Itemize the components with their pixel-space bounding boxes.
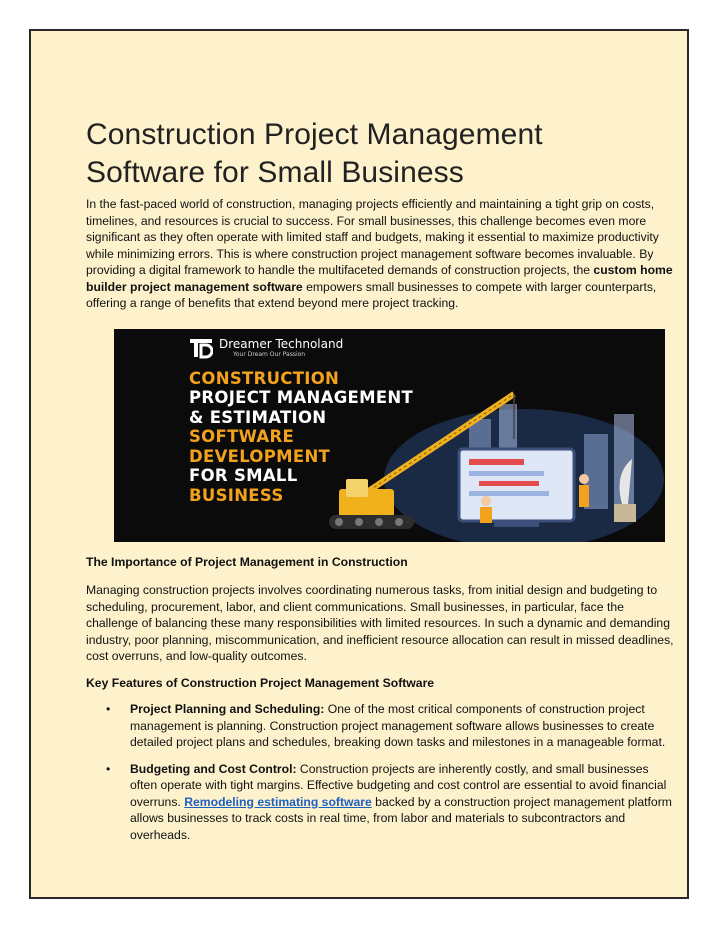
bullet-text: Construction projects are inherently costly, and small businesses often operate with tight margins. Effective budgeting and cost control are essential to avoid financial overruns. [130,761,667,809]
section-heading-key-features: Key Features of Construction Project Management Software [86,675,435,690]
title-line-1: Construction Project Management [86,118,543,151]
document-content [86,116,676,853]
banner-image [114,329,665,542]
intro-paragraph [86,196,676,312]
banner-line-2: PROJECT MANAGEMENT [189,388,414,407]
banner-line-5: DEVELOPMENT [189,446,331,466]
bullet-icon: • [106,702,111,716]
bullet-text-cont: backed by a construction project management platform allows businesses to track costs in real time, from labor and materials to subcontractors and overheads. [130,794,672,842]
bullet-text: One of the most critical components of construction project management is planning. Construction project management software allows businesses to create detailed project plans and schedules, breaking down tasks and milestones in a manageable format. [130,702,666,749]
banner-line-3: & ESTIMATION [189,407,327,427]
list-item [86,701,676,751]
bullet-title: Budgeting and Cost Control: [130,761,297,776]
banner-line-1: CONSTRUCTION [189,368,340,388]
banner-headline [189,369,413,506]
dreamer-technoland-logo-icon [189,337,213,359]
brand-name: Dreamer Technoland [219,336,344,351]
list-item [86,761,676,844]
bullet-icon: • [106,761,111,776]
intro-bold-text: custom home builder project management software [86,263,673,294]
remodeling-estimating-software-link[interactable]: Remodeling estimating software [184,794,372,809]
brand-logo [189,337,343,359]
bullet-title: Project Planning and Scheduling: [130,702,325,716]
section-paragraph-importance: Managing construction projects involves coordinating numerous tasks, from initial design and budgeting to scheduling, procurement, labor, and client communications. Small businesses, in particular, face the challenge of balancing these many responsibilities with limited resources. In such a dynamic and demanding industry, poor planning, miscommunication, and inefficient resource allocation can result in missed deadlines, cost overruns, and low-quality outcomes. [86,583,674,663]
intro-text-2: empowers small businesses to compete with larger counterparts, offering a range of benefits that extend beyond mere project tracking. [86,279,657,310]
key-features-list [86,701,676,843]
banner-line-6: FOR SMALL [189,466,298,485]
brand-tagline: Your Dream Our Passion [233,350,306,358]
banner-line-7: BUSINESS [189,485,284,505]
banner-line-4: SOFTWARE [189,427,295,446]
section-heading-importance: The Importance of Project Management in Construction [86,554,408,569]
document-title [86,116,676,192]
intro-text-1: In the fast-paced world of construction, managing projects efficiently and maintaining a tight grip on costs, timelines, and resources is crucial to success. For small businesses, this challenge becomes even more significant as they often operate with limited staff and budgets, making it essential to maximize productivity while minimizing errors. This is where construction project management software becomes invaluable. By providing a digital framework to handle the multifaceted demands of construction projects, the [86,197,659,277]
document-page [29,29,689,899]
title-line-2: Software for Small Business [86,156,464,189]
